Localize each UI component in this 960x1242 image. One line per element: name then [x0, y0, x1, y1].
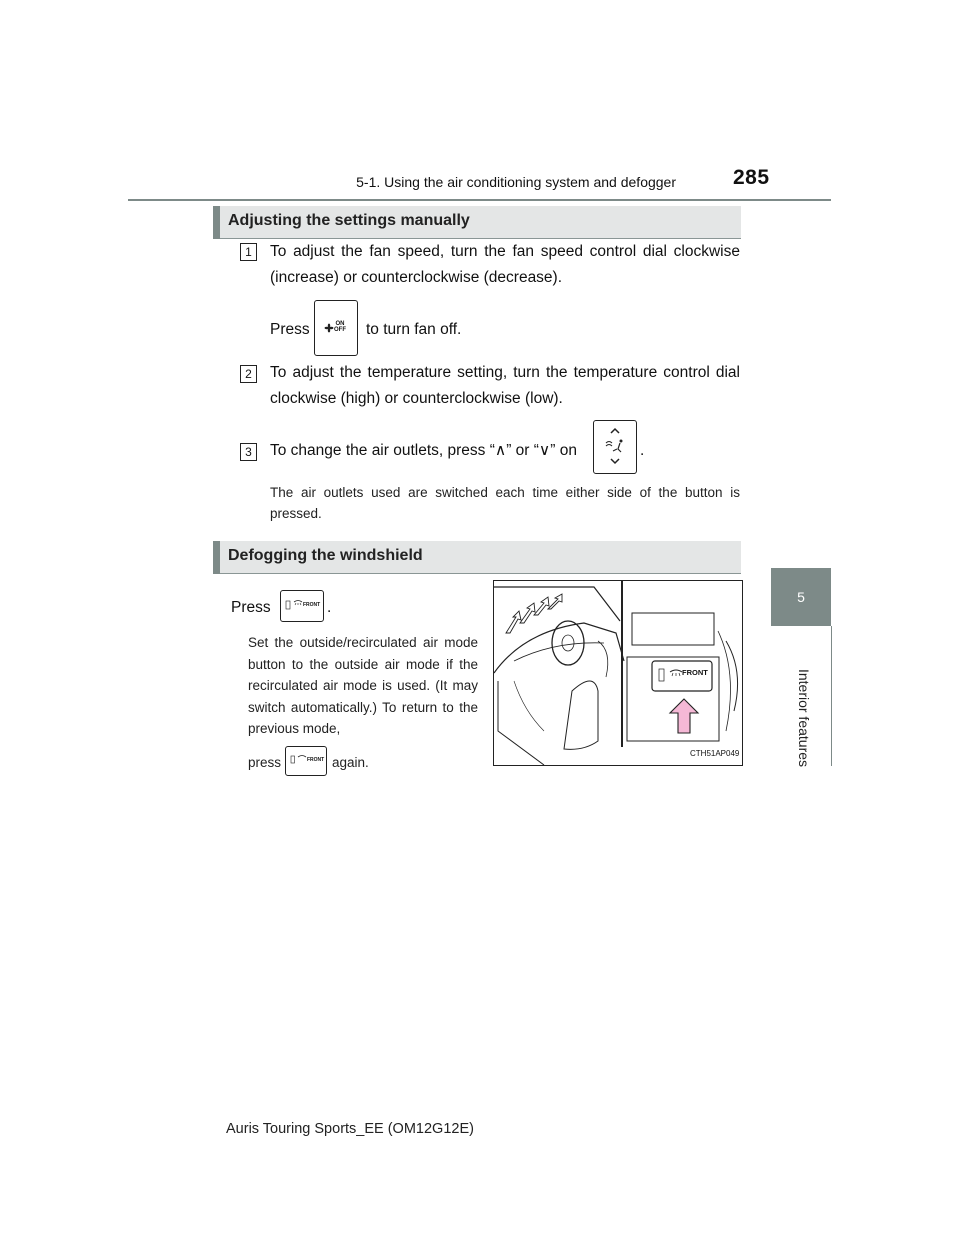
step3-text: To change the air outlets, press “∧” or “∨” on: [270, 442, 577, 459]
running-header-title: 5-1. Using the air conditioning system and defogger: [356, 174, 676, 190]
chapter-tab: 5: [771, 568, 831, 626]
air-outlet-button: [593, 420, 637, 474]
page-number: 285: [733, 166, 770, 189]
defog-press-label: Press: [231, 599, 271, 616]
front-button-label: FRONT: [303, 602, 321, 608]
chapter-tab-title: Interior features: [796, 668, 812, 768]
section-heading-manual: [213, 206, 741, 239]
front-defogger-button: [280, 590, 324, 622]
chapter-tab-line: [831, 626, 832, 766]
defogger-figure: [493, 580, 743, 766]
defog-body-text: Set the outside/recirculated air mode button to the outside air mode if the recirculated air mode is used. (It may switch automatically.) To return to the previous mode,: [248, 635, 478, 736]
air-outlet-icon: [594, 421, 636, 473]
front-button-label-small: FRONT: [307, 757, 325, 763]
figure-code: CTH51AP049: [690, 749, 740, 758]
fan-off-button: [314, 300, 358, 356]
fan-button-label: ON OFF: [334, 321, 346, 333]
figure-front-label: FRONT: [682, 668, 708, 677]
section-heading-bar: [213, 541, 220, 574]
step-number-1: 1: [240, 243, 257, 261]
section-heading-label: Adjusting the settings manually: [228, 212, 470, 229]
step1-press-label: Press: [270, 321, 310, 338]
step3-note: The air outlets used are switched each time either side of the button is pressed.: [270, 485, 740, 521]
section-heading-label: Defogging the windshield: [228, 547, 423, 564]
defog-press-again-after: again.: [332, 755, 369, 770]
footer-model: Auris Touring Sports_EE (OM12G12E): [226, 1121, 474, 1137]
step3-text-after: .: [640, 442, 645, 459]
section-heading-bar: [213, 206, 220, 239]
section-heading-defog: [213, 541, 741, 574]
step2-text: To adjust the temperature setting, turn the temperature control dial clockwise (high) or counterclockwise (low).: [270, 364, 740, 407]
defog-press-again-label: press: [248, 755, 282, 770]
header-rule: [128, 199, 831, 201]
step1-text: To adjust the fan speed, turn the fan speed control dial clockwise (increase) or counterclockwise (decrease).: [270, 243, 740, 286]
step1-press-after: to turn fan off.: [366, 321, 462, 338]
step-number-2: 2: [240, 365, 257, 383]
front-defogger-button-small: [285, 746, 327, 776]
defog-press-after: .: [327, 599, 332, 616]
step-number-3: 3: [240, 443, 257, 461]
